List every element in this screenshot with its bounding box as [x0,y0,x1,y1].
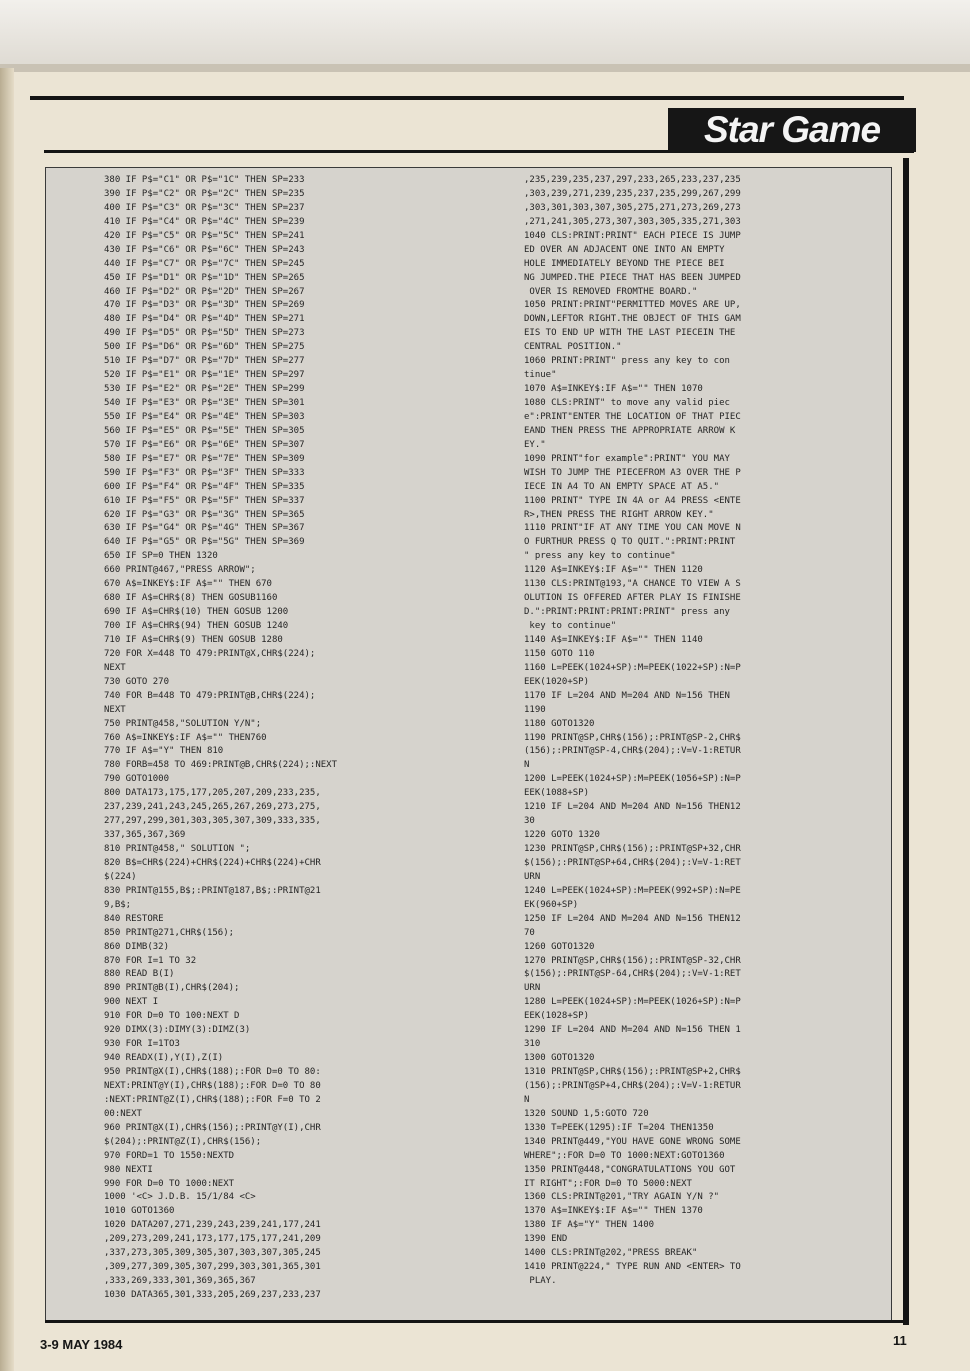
code-line: 1230 PRINT@SP,CHR$(156);:PRINT@SP+32,CHR [524,844,741,854]
code-line: 880 READ B(I) [104,969,175,980]
code-line: 750 PRINT@458,"SOLUTION Y/N"; [104,718,262,729]
code-line: 980 NEXTI [104,1164,153,1175]
code-line: OVER IS REMOVED FROMTHE BOARD." [524,286,698,297]
code-line: NEXT [104,662,126,673]
code-line: $(204);:PRINT@Z(I),CHR$(156); [104,1136,262,1147]
code-line: EEK(1020+SP) [524,676,590,687]
code-line: D.":PRINT:PRINT:PRINT:PRINT" press any [524,607,730,618]
code-line: WISH TO JUMP THE PIECEFROM A3 OVER THE P [524,467,741,478]
code-line: 1220 GOTO 1320 [524,830,600,841]
code-line: 850 PRINT@271,CHR$(156); [104,927,235,938]
code-line: O FURTHUR PRESS Q TO QUIT.":PRINT:PRINT [524,537,736,548]
code-line: 1310 PRINT@SP,CHR$(156);:PRINT@SP+2,CHR$ [524,1067,741,1077]
code-line: 890 PRINT@B(I),CHR$(204); [104,983,240,994]
code-line: 1400 CLS:PRINT@202,"PRESS BREAK" [524,1248,698,1259]
listing-right-column [524,174,741,1289]
code-line: 1260 GOTO1320 [524,941,595,952]
code-line: 390 IF P$="C2" OR P$="2C" THEN SP=235 [104,188,305,199]
code-line: 1160 L=PEEK(1024+SP):M=PEEK(1022+SP):N=P [524,662,741,673]
code-line: $(156);:PRINT@SP-64,CHR$(204);:V=V-1:RET [524,969,741,980]
code-line: 650 IF SP=0 THEN 1320 [104,551,218,562]
code-line: 820 B$=CHR$(224)+CHR$(224)+CHR$(224)+CHR [104,857,321,868]
code-line: 1200 L=PEEK(1024+SP):M=PEEK(1056+SP):N=P [524,774,741,785]
code-line: EAND THEN PRESS THE APPROPRIATE ARROW K [524,425,736,436]
code-line: 430 IF P$="C6" OR P$="6C" THEN SP=243 [104,244,305,255]
issue-date: 3-9 MAY 1984 [40,1337,123,1352]
code-line: 900 NEXT I [104,997,159,1008]
code-line: 810 PRINT@458," SOLUTION "; [104,844,251,854]
code-line: N [524,760,530,771]
code-line: 1320 SOUND 1,5:GOTO 720 [524,1108,649,1119]
code-line: NEXT [104,704,126,715]
code-line: ED OVER AN ADJACENT ONE INTO AN EMPTY [524,244,725,255]
code-line: 1210 IF L=204 AND M=204 AND N=156 THEN12 [524,802,741,813]
code-line: 460 IF P$="D2" OR P$="2D" THEN SP=267 [104,286,305,297]
code-line: " press any key to continue" [524,551,676,562]
code-line: 1090 PRINT"for example":PRINT" YOU MAY [524,453,730,464]
page-edge-band [0,64,970,72]
code-line: 70 [524,927,535,938]
code-line: 700 IF A$=CHR$(94) THEN GOSUB 1240 [104,621,289,631]
code-line: ,337,273,305,309,305,307,303,307,305,245 [104,1248,321,1259]
code-line: (156);:PRINT@SP-4,CHR$(204);:V=V-1:RETUR [524,746,741,757]
code-line: 1190 [524,704,546,715]
code-line: WHERE";:FOR D=0 TO 1000:NEXT:GOTO1360 [524,1150,725,1161]
code-line: 1350 PRINT@448,"CONGRATULATIONS YOU GOT [524,1164,736,1175]
code-line: 1110 PRINT"IF AT ANY TIME YOU CAN MOVE N [524,523,741,534]
code-line: 1390 END [524,1234,568,1245]
panel-right-border [903,158,909,1325]
code-line: 510 IF P$="D7" OR P$="7D" THEN SP=277 [104,356,305,367]
code-line: 740 FOR B=448 TO 479:PRINT@B,CHR$(224); [104,690,316,701]
code-line: 790 GOTO1000 [104,774,170,785]
code-line: R>,THEN PRESS THE RIGHT ARROW KEY." [524,509,714,520]
code-line: 1250 IF L=204 AND M=204 AND N=156 THEN12 [524,913,741,924]
code-line: 00:NEXT [104,1108,142,1119]
code-line: 1280 L=PEEK(1024+SP):M=PEEK(1026+SP):N=P [524,997,741,1008]
code-line: 540 IF P$="E3" OR P$="3E" THEN SP=301 [104,398,305,408]
code-line: 1070 A$=INKEY$:IF A$="" THEN 1070 [524,384,703,395]
code-line: 1370 A$=INKEY$:IF A$="" THEN 1370 [524,1206,703,1217]
code-line: EIS TO END UP WITH THE LAST PIECEIN THE [524,328,736,339]
page-top-background [0,0,970,68]
code-line: ,303,301,303,307,305,275,271,273,269,273 [524,202,741,213]
code-line: 1140 A$=INKEY$:IF A$="" THEN 1140 [524,634,703,645]
code-line: 610 IF P$="F5" OR P$="5F" THEN SP=337 [104,495,305,506]
code-line: e":PRINT"ENTER THE LOCATION OF THAT PIEC [524,411,741,422]
code-line: 1270 PRINT@SP,CHR$(156);:PRINT@SP-32,CHR [524,955,741,966]
code-line: 9,B$; [104,899,132,910]
code-line: NG JUMPED.THE PIECE THAT HAS BEEN JUMPED [524,272,741,283]
code-line: 760 A$=INKEY$:IF A$="" THEN760 [104,732,267,743]
code-line: 680 IF A$=CHR$(8) THEN GOSUB1160 [104,593,278,604]
code-line: 1100 PRINT" TYPE IN 4A or A4 PRESS <ENTE [524,495,741,506]
code-line: $(156);:PRINT@SP+64,CHR$(204);:V=V-1:RET [524,857,741,868]
code-line: 1130 CLS:PRINT@193,"A CHANCE TO VIEW A S [524,579,741,590]
code-line: 720 FOR X=448 TO 479:PRINT@X,CHR$(224); [104,648,316,659]
code-line: NEXT:PRINT@Y(I),CHR$(188);:FOR D=0 TO 80 [104,1080,321,1091]
code-line: 1010 GOTO1360 [104,1206,175,1217]
code-line: 337,365,367,369 [104,830,186,841]
page-gutter-shadow [0,68,14,1371]
code-line: 920 DIMX(3):DIMY(3):DIMZ(3) [104,1025,251,1036]
code-line: 770 IF A$="Y" THEN 810 [104,746,224,757]
code-line: 1030 DATA365,301,333,205,269,237,233,237 [104,1290,321,1300]
code-line: $(224) [104,871,137,882]
code-line: ,309,277,309,305,307,299,303,301,365,301 [104,1262,321,1273]
code-line: 520 IF P$="E1" OR P$="1E" THEN SP=297 [104,370,305,381]
listing-left-column [104,174,337,1303]
code-line: ,303,239,271,239,235,237,235,299,267,299 [524,188,741,199]
code-line: 1360 CLS:PRINT@201,"TRY AGAIN Y/N ?" [524,1192,720,1203]
code-line: 1060 PRINT:PRINT" press any key to con [524,356,730,367]
code-line: 500 IF P$="D6" OR P$="6D" THEN SP=275 [104,342,305,353]
code-line: IT RIGHT";:FOR D=0 TO 5000:NEXT [524,1178,692,1189]
code-line: 1120 A$=INKEY$:IF A$="" THEN 1120 [524,565,703,576]
code-line: 670 A$=INKEY$:IF A$="" THEN 670 [104,579,272,590]
code-line: 1240 L=PEEK(1024+SP):M=PEEK(992+SP):N=PE [524,885,741,896]
code-line: 380 IF P$="C1" OR P$="1C" THEN SP=233 [104,175,305,185]
code-line: 1040 CLS:PRINT:PRINT" EACH PIECE IS JUMP [524,230,741,241]
code-line: (156);:PRINT@SP+4,CHR$(204);:V=V-1:RETUR [524,1080,741,1091]
code-line: 410 IF P$="C4" OR P$="4C" THEN SP=239 [104,216,305,227]
code-line: 550 IF P$="E4" OR P$="4E" THEN SP=303 [104,411,305,422]
code-line: 940 READX(I),Y(I),Z(I) [104,1053,224,1064]
code-line: 400 IF P$="C3" OR P$="3C" THEN SP=237 [104,202,305,213]
code-line: 710 IF A$=CHR$(9) THEN GOSUB 1280 [104,634,283,645]
code-line: 1000 '<C> J.D.B. 15/1/84 <C> [104,1192,256,1203]
code-line: 1380 IF A$="Y" THEN 1400 [524,1220,655,1231]
header-rule [44,150,914,153]
code-line: 1330 T=PEEK(1295):IF T=204 THEN1350 [524,1122,714,1133]
code-line: 490 IF P$="D5" OR P$="5D" THEN SP=273 [104,328,305,339]
code-line: 640 IF P$="G5" OR P$="5G" THEN SP=369 [104,537,305,548]
code-line: 1190 PRINT@SP,CHR$(156);:PRINT@SP-2,CHR$ [524,732,741,743]
code-line: 830 PRINT@155,B$;:PRINT@187,B$;:PRINT@21 [104,885,321,896]
code-line: 560 IF P$="E5" OR P$="5E" THEN SP=305 [104,425,305,436]
code-line: EEK(1088+SP) [524,788,590,799]
code-line: DOWN,LEFTOR RIGHT.THE OBJECT OF THIS GAM [524,314,741,325]
code-line: 277,297,299,301,303,305,307,309,333,335, [104,816,321,827]
code-line: 990 FOR D=0 TO 1000:NEXT [104,1178,235,1189]
code-line: 470 IF P$="D3" OR P$="3D" THEN SP=269 [104,300,305,311]
code-line: 1020 DATA207,271,239,243,239,241,177,241 [104,1220,321,1231]
code-line: 1410 PRINT@224," TYPE RUN AND <ENTER> TO [524,1262,741,1273]
code-line: ,333,269,333,301,369,365,367 [104,1276,256,1287]
code-line: 1180 GOTO1320 [524,718,595,729]
code-line: tinue" [524,370,557,381]
top-rule [30,96,904,100]
code-line: N [524,1094,530,1105]
code-line: 630 IF P$="G4" OR P$="4G" THEN SP=367 [104,523,305,534]
code-line: HOLE IMMEDIATELY BEYOND THE PIECE BEI [524,258,725,269]
code-line: 1340 PRINT@449,"YOU HAVE GONE WRONG SOME [524,1136,741,1147]
code-line: 580 IF P$="E7" OR P$="7E" THEN SP=309 [104,453,305,464]
code-line: 690 IF A$=CHR$(10) THEN GOSUB 1200 [104,607,289,618]
code-line: 600 IF P$="F4" OR P$="4F" THEN SP=335 [104,481,305,492]
section-title: Star Game [668,108,916,152]
code-line: 1170 IF L=204 AND M=204 AND N=156 THEN [524,690,730,701]
code-line: :NEXT:PRINT@Z(I),CHR$(188);:FOR F=0 TO 2 [104,1094,321,1105]
code-line: URN [524,983,541,994]
code-line: 237,239,241,243,245,265,267,269,273,275, [104,802,321,813]
code-line: 950 PRINT@X(I),CHR$(188);:FOR D=0 TO 80: [104,1067,321,1077]
code-line: 1300 GOTO1320 [524,1053,595,1064]
code-line: ,235,239,235,237,297,233,265,233,237,235 [524,175,741,185]
code-line: EK(960+SP) [524,899,579,910]
code-line: 960 PRINT@X(I),CHR$(156);:PRINT@Y(I),CHR [104,1122,321,1133]
code-line: 590 IF P$="F3" OR P$="3F" THEN SP=333 [104,467,305,478]
code-line: OLUTION IS OFFERED AFTER PLAY IS FINISHE [524,593,741,604]
code-line: ,209,273,209,241,173,177,175,177,241,209 [104,1234,321,1245]
code-line: 310 [524,1039,541,1050]
code-line: EEK(1028+SP) [524,1011,590,1022]
code-line: 660 PRINT@467,"PRESS ARROW"; [104,565,256,576]
code-line: 860 DIMB(32) [104,941,170,952]
code-line: key to continue" [524,621,617,631]
code-line: 800 DATA173,175,177,205,207,209,233,235, [104,788,321,799]
code-line: 450 IF P$="D1" OR P$="1D" THEN SP=265 [104,272,305,283]
code-line: 1150 GOTO 110 [524,648,595,659]
code-line: URN [524,871,541,882]
panel-bottom-border [45,1320,909,1323]
code-line: 930 FOR I=1TO3 [104,1039,180,1050]
code-line: 620 IF P$="G3" OR P$="3G" THEN SP=365 [104,509,305,520]
code-line: 730 GOTO 270 [104,676,170,687]
code-line: 420 IF P$="C5" OR P$="5C" THEN SP=241 [104,230,305,241]
code-line: 1050 PRINT:PRINT"PERMITTED MOVES ARE UP, [524,300,741,311]
code-line: 1080 CLS:PRINT" to move any valid piec [524,398,730,408]
code-line: 780 FORB=458 TO 469:PRINT@B,CHR$(224);:NEXT [104,760,337,771]
code-line: 970 FORD=1 TO 1550:NEXTD [104,1150,235,1161]
code-line: CENTRAL POSITION." [524,342,622,353]
code-line: PLAY. [524,1276,557,1287]
code-line: 1290 IF L=204 AND M=204 AND N=156 THEN 1 [524,1025,741,1036]
code-line: 530 IF P$="E2" OR P$="2E" THEN SP=299 [104,384,305,395]
code-line: ,271,241,305,273,307,303,305,335,271,303 [524,216,741,227]
code-line: 840 RESTORE [104,913,164,924]
code-line: 910 FOR D=0 TO 100:NEXT D [104,1011,240,1022]
code-line: 570 IF P$="E6" OR P$="6E" THEN SP=307 [104,439,305,450]
code-line: 440 IF P$="C7" OR P$="7C" THEN SP=245 [104,258,305,269]
code-line: 30 [524,816,535,827]
code-listing-panel [45,167,892,1321]
code-line: IECE IN A4 TO AN EMPTY SPACE AT A5." [524,481,720,492]
code-line: 480 IF P$="D4" OR P$="4D" THEN SP=271 [104,314,305,325]
code-line: EY." [524,439,546,450]
page-number: 11 [893,1333,907,1348]
code-line: 870 FOR I=1 TO 32 [104,955,197,966]
